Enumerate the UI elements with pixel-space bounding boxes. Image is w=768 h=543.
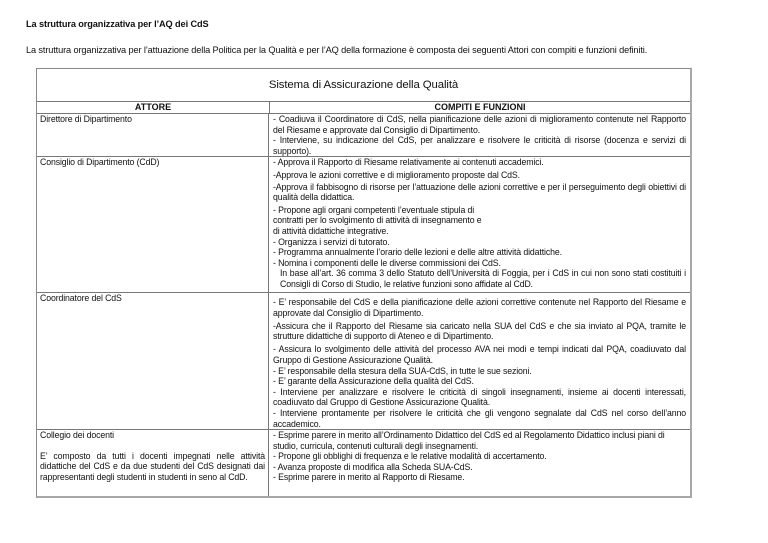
task-item: - Esprime parere in merito all’Ordinamento Didattico del CdS ed al Regolamento Didattico inclusi piani di studio, curricula, contenuti culturali degli insegnamenti.: [273, 430, 665, 451]
task-item: contratti per lo svolgimento di attività di insegnamento e: [273, 215, 482, 226]
task-item: di attività didattiche integrative.: [273, 226, 389, 237]
actor-cell: [37, 430, 269, 496]
task-item: -Assicura che il Rapporto del Riesame sia caricato nella SUA del CdS e che sia inviato al PQA, tramite le strutture didattiche di supporto di Ateneo e di Dipartimento.: [273, 320, 686, 342]
task-item: - Avanza proposte di modifica alla Scheda SUA-CdS.: [273, 461, 473, 472]
tasks-cell: [269, 157, 690, 292]
section-heading: La struttura organizzativa per l’AQ dei CdS: [26, 19, 209, 29]
task-item: - E’ responsabile della stesura della SUA-CdS, in tutte le sue sezioni.: [273, 365, 532, 376]
table-row: [37, 430, 690, 496]
table-header-row: [37, 102, 690, 114]
actor-cell: Consiglio di Dipartimento (CdD): [37, 157, 269, 292]
task-item: - E’ garante della Assicurazione della qualità del CdS.: [273, 376, 474, 387]
task-item: - Nomina i componenti delle le diverse commissioni dei CdS.: [273, 257, 501, 268]
task-item: - Esprime parere in merito al Rapporto di Riesame.: [273, 472, 465, 483]
table-row: [37, 157, 690, 293]
column-header-tasks: COMPITI E FUNZIONI: [434, 102, 526, 112]
task-item: -Approva le azioni correttive e di miglioramento proposte dal CdS.: [273, 170, 520, 181]
tasks-cell: [269, 430, 690, 496]
task-item: - Propone agli organi competenti l’eventuale stipula di: [273, 204, 475, 215]
task-item: - Interviene prontamente per risolvere le criticità che gli vengono segnalate dal CdS nel corso dell’anno accademico.: [273, 407, 686, 429]
task-item: -Approva il fabbisogno di risorse per l’attuazione delle azioni correttive e per il perseguimento degli obiettivi di qualità della didattica.: [273, 182, 686, 202]
intro-paragraph: La struttura organizzativa per l’attuazione della Politica per la Qualità e per l’AQ della formazione è composta dei seguenti Attori con compiti e funzioni definiti.: [26, 45, 648, 55]
task-item: - Propone gli obblighi di frequenza e le relative modalità di accertamento.: [273, 451, 547, 462]
table-row: [37, 293, 690, 430]
column-header-actor: ATTORE: [37, 102, 270, 113]
task-item: - Interviene, su indicazione del CdS, per analizzare e risolvere le criticità di risorse (docenza e servizi di supporto).: [273, 135, 686, 156]
task-item: - E’ responsabile del CdS e della pianificazione delle azioni correttive contenute nel Rapporto del Riesame e approvate dal Consiglio di Dipartimento.: [273, 297, 686, 318]
task-item: - Interviene per analizzare e risolvere le criticità di singoli insegnamenti, insieme ai docenti interessati, coadiuvato dal Gruppo di Gestione Assicurazione Qualità.: [273, 386, 686, 408]
table-row: [37, 114, 690, 157]
task-item: - Organizza i servizi di tutorato.: [273, 236, 390, 247]
table-title: Sistema di Assicurazione della Qualità: [37, 69, 690, 102]
tasks-cell: [269, 114, 690, 156]
task-item: - Programma annualmente l’orario delle lezioni e delle altre attività didattiche.: [273, 247, 562, 258]
task-item: - Assicura lo svolgimento delle attività del processo AVA nei modi e tempi indicati dal PQA, coadiuvato dal Gruppo di Gestione Assicurazione Qualità.: [273, 344, 686, 365]
tasks-cell: [269, 293, 690, 429]
actor-name: Collegio dei docenti: [40, 430, 114, 440]
actor-cell: Coordinatore del CdS: [37, 293, 269, 429]
task-item: - Coadiuva il Coordinatore di CdS, nella pianificazione delle azioni di miglioramento contenute nel Rapporto del Riesame e approvate dal Consiglio di Dipartimento.: [273, 114, 686, 135]
task-item: In base all’art. 36 comma 3 dello Statuto dell’Università di Foggia, per i CdS in cui non sono stati costituiti i Consigli di Corso di Studio, le relative funzioni sono affidate al CdD.: [280, 268, 686, 290]
actor-cell: Direttore di Dipartimento: [37, 114, 269, 156]
task-item: - Approva il Rapporto di Riesame relativamente ai contenuti accademici.: [273, 157, 544, 167]
quality-assurance-table: [36, 68, 692, 498]
actor-description: E’ composto da tutti i docenti impegnati nelle attività didattiche del CdS e da due studenti del CdS designati dai rappresentanti degli studenti in studenti in seno al CdD.: [40, 450, 265, 482]
